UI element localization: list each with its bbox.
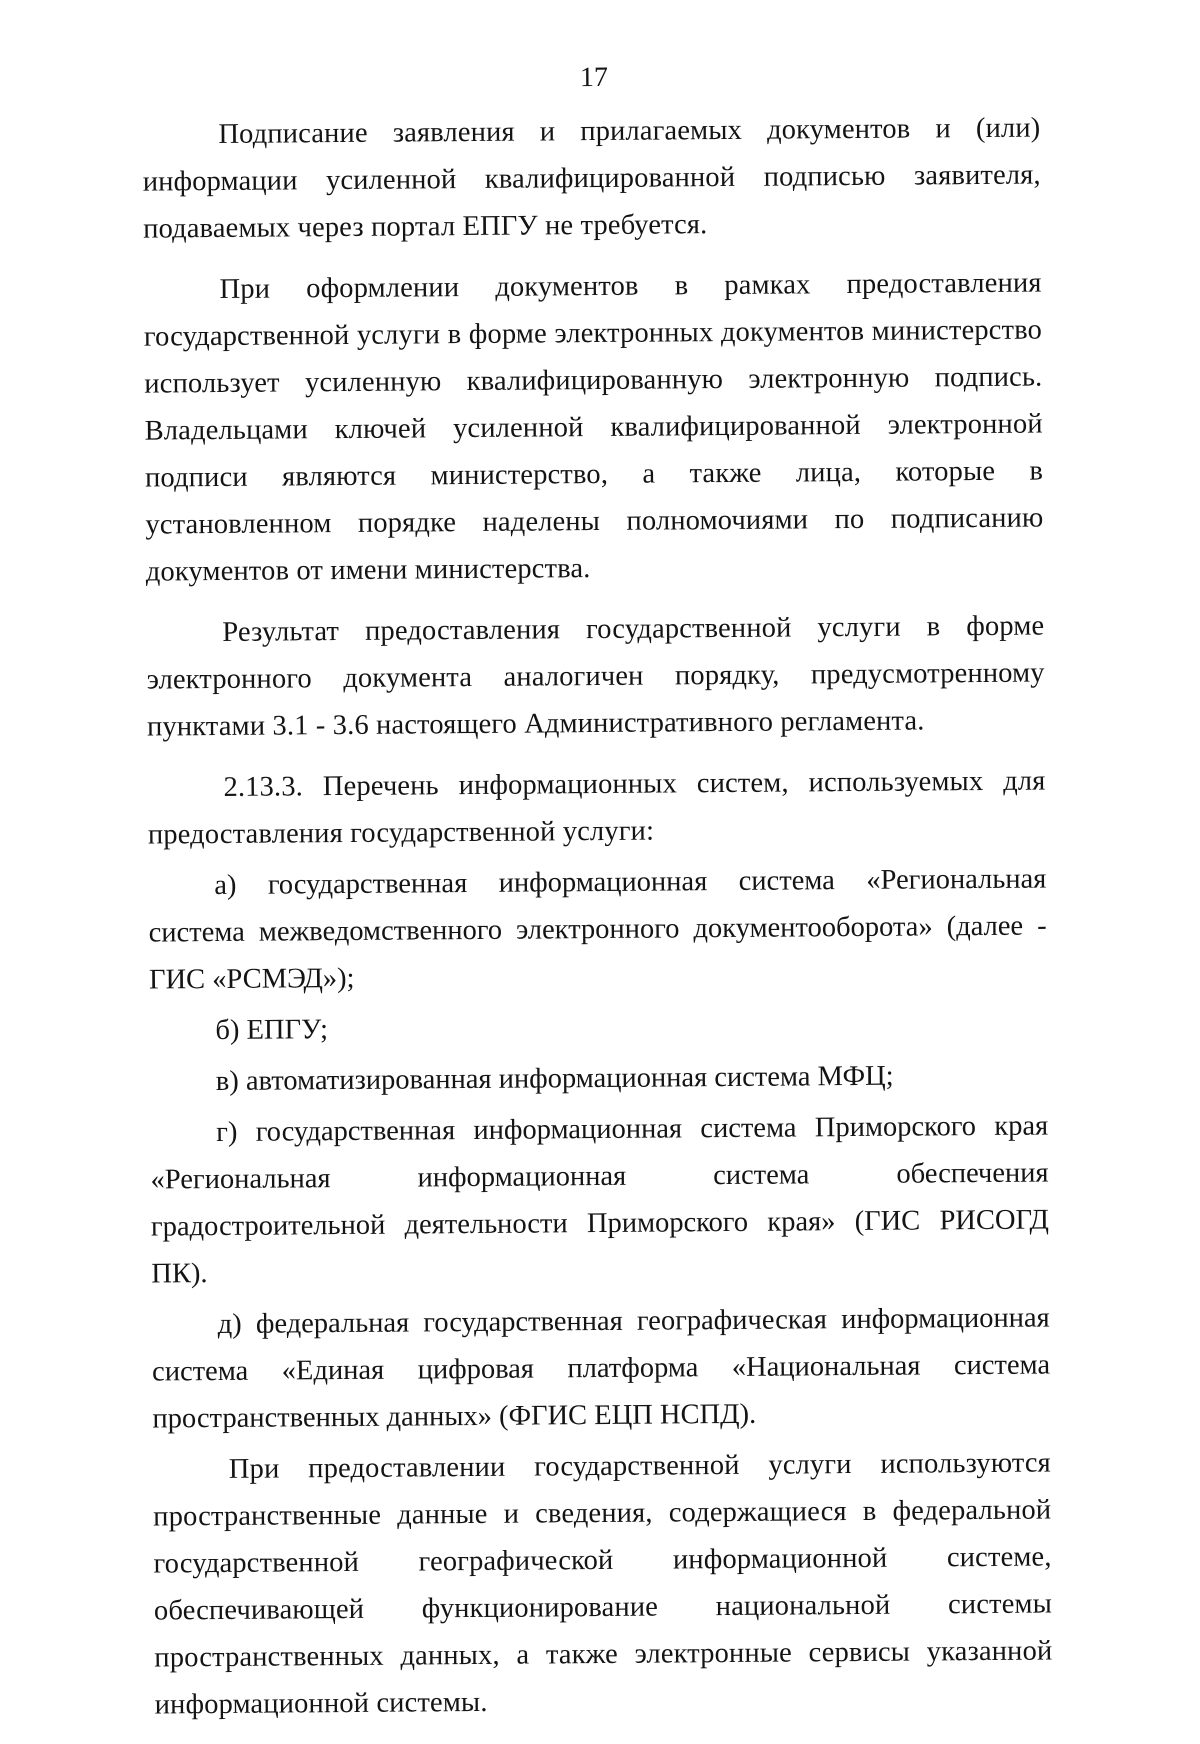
paragraph-qualified-signature: При оформлении документов в рамках предоставления государственной услуги в форме электронных документов министерство использует усиленную квалифицированную электронную подпись. Владельцами ключей усиленной квалифицированной электронной подписи являются министерство, а также лица, которые в установленном порядке наделены полномочиями по подписанию документов от имени министерства. <box>143 267 1044 588</box>
paragraph-signature-not-required: Подписание заявления и прилагаемых документов и (или) информации усиленной квалифицированной подписью заявителя, подаваемых через портал ЕПГУ не требуется. <box>142 112 1041 245</box>
list-item-fgis-nspd: д) федеральная государственная географическая информационная система «Единая цифровая платформа «Национальная система пространственных данных» (ФГИС ЕЦП НСПД). <box>151 1302 1051 1435</box>
list-item-ais-mfc: в) автоматизированная информационная система МФЦ; <box>215 1060 894 1098</box>
list-item-epgu: б) ЕПГУ; <box>215 1014 329 1047</box>
paragraph-electronic-result: Результат предоставления государственной услуги в форме электронного документа аналогичен порядку, предусмотренному пунктами 3.1 - 3.6 настоящего Административного регламента. <box>146 610 1045 743</box>
list-item-gis-rsmed: а) государственная информационная система «Региональная система межведомственного электронного документооборота» (далее - ГИС «РСМЭД»); <box>148 863 1047 996</box>
list-item-gis-risogd: г) государственная информационная система Приморского края «Региональная информационная система обеспечения градостроительной деятельности Приморского края» (ГИС РИСОГД ПК). <box>150 1110 1050 1290</box>
paragraph-spatial-data: При предоставлении государственной услуги используются пространственные данные и сведения, содержащиеся в федеральной государственной географической информационной системе, обеспечивающей функционирование национальной системы пространственных данных, а также электронные сервисы указанной информационной системы. <box>153 1447 1053 1721</box>
document-body <box>142 105 1053 1743</box>
paragraph-information-systems-heading: 2.13.3. Перечень информационных систем, используемых для предоставления государственной услуги: <box>147 765 1046 851</box>
page-number: 17 <box>579 61 609 94</box>
